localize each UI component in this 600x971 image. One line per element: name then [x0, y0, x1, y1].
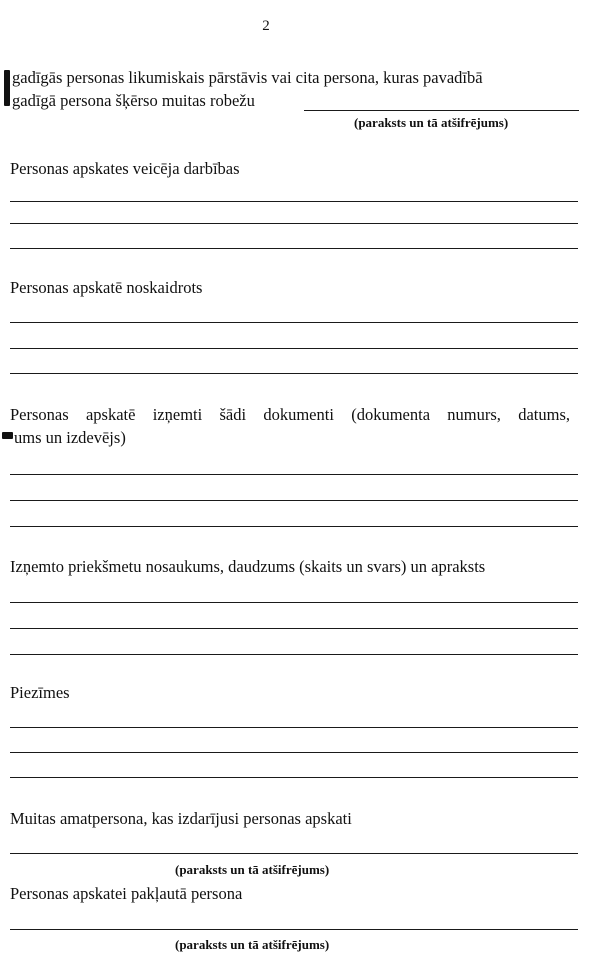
- notes-blank-line: [10, 752, 578, 753]
- items-blank-line: [10, 602, 578, 603]
- findings-heading: Personas apskatē noskaidrots: [10, 278, 203, 297]
- actions-blank-line: [10, 223, 578, 224]
- findings-blank-line: [10, 348, 578, 349]
- representative-text-line-2: gadīgā persona šķērso muitas robežu: [12, 91, 255, 110]
- official-signature-line: [10, 853, 578, 854]
- items-blank-line: [10, 654, 578, 655]
- documents-blank-line: [10, 526, 578, 527]
- notes-blank-line: [10, 727, 578, 728]
- notes-heading: Piezīmes: [10, 683, 70, 702]
- official-heading: Muitas amatpersona, kas izdarījusi personas apskati: [10, 809, 352, 828]
- documents-blank-line: [10, 500, 578, 501]
- actions-blank-line: [10, 248, 578, 249]
- subject-heading: Personas apskatei pakļautā persona: [10, 884, 243, 903]
- actions-blank-line: [10, 201, 578, 202]
- actions-heading: Personas apskates veicēja darbības: [10, 159, 240, 178]
- official-signature-caption: (paraksts un tā atšifrējums): [175, 862, 330, 877]
- subject-signature-line: [10, 929, 578, 930]
- documents-text-line-1: Personas apskatē izņemti šādi dokumenti (dokumenta numurs, datums,: [10, 405, 570, 424]
- documents-blank-line: [10, 474, 578, 475]
- margin-blot: [2, 432, 13, 439]
- representative-signature-caption: (paraksts un tā atšifrējums): [354, 115, 509, 130]
- representative-text-line-1: gadīgās personas likumiskais pārstāvis vai cita persona, kuras pavadībā: [12, 68, 483, 87]
- representative-signature-line: [304, 110, 579, 111]
- notes-blank-line: [10, 777, 578, 778]
- items-blank-line: [10, 628, 578, 629]
- findings-blank-line: [10, 322, 578, 323]
- items-heading: Izņemto priekšmetu nosaukums, daudzums (skaits un svars) un apraksts: [10, 557, 486, 576]
- page-number: 2: [262, 18, 270, 34]
- documents-text-line-2: ums un izdevējs): [14, 428, 126, 447]
- margin-blot: [4, 70, 10, 106]
- findings-blank-line: [10, 373, 578, 374]
- subject-signature-caption: (paraksts un tā atšifrējums): [175, 937, 330, 952]
